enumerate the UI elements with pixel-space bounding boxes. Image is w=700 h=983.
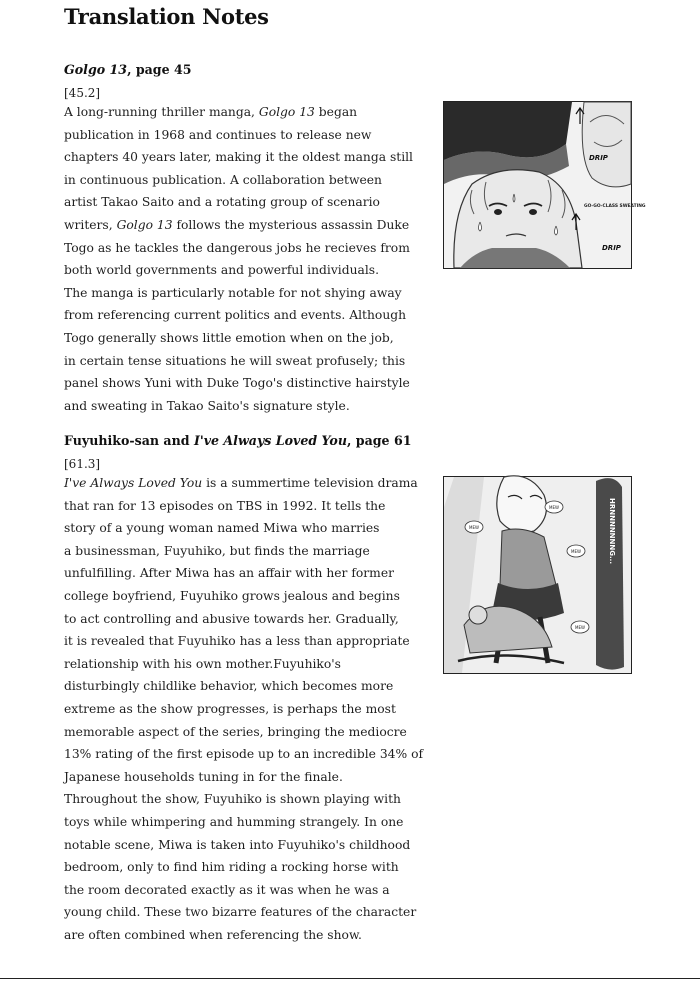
text-run: A long-running thriller manga, [64, 105, 259, 119]
bottom-rule [0, 978, 700, 979]
text-run: artist Takao Saito and a rotating group of scenario [64, 195, 380, 210]
sfx-mew-3: MEW [571, 549, 581, 554]
text-run: that ran for 13 episodes on TBS in 1992. It tells the [64, 498, 386, 513]
body-line [64, 766, 423, 789]
sfx-mew-4: MEW [575, 625, 585, 630]
body-line [64, 350, 413, 373]
sfx-mew-1: MEW [469, 525, 479, 530]
section-body-fuyuhiko [64, 472, 423, 946]
heading-page-ref: , page 61 [347, 433, 412, 448]
body-line [64, 304, 413, 327]
body-line [64, 811, 423, 834]
text-run: began [314, 105, 358, 119]
text-run: to act controlling and abusive towards her. Gradually, [64, 611, 399, 626]
manga-panel-golgo-art [444, 102, 646, 268]
body-line [64, 372, 413, 395]
text-run: story of a young woman named Miwa who marries [64, 521, 380, 536]
body-line [64, 924, 423, 947]
text-run: publication in 1968 and continues to release new [64, 127, 372, 142]
body-line [64, 495, 423, 518]
body-line [64, 169, 413, 192]
body-line [64, 743, 423, 766]
text-run: Throughout the show, Fuyuhiko is shown playing with [64, 792, 401, 807]
text-run: Japanese households tuning in for the finale. [64, 769, 343, 784]
text-run: Togo as he tackles the dangerous jobs he recieves from [64, 240, 410, 255]
heading-title-italic: I've Always Loved You [193, 433, 347, 448]
text-run: memorable aspect of the series, bringing the mediocre [64, 724, 407, 739]
body-line [64, 721, 423, 744]
text-run: it is revealed that Fuyuhiko has a less than appropriate [64, 634, 410, 649]
heading-page-ref: , page 45 [127, 62, 192, 77]
body-line [64, 562, 423, 585]
manga-panel-golgo [443, 101, 646, 269]
manga-panel-fuyuhiko [443, 476, 632, 674]
text-run: a businessman, Fuyuhiko, but finds the marriage [64, 543, 370, 558]
italic-title: I've Always Loved You [64, 476, 203, 490]
text-run: both world governments and powerful individuals. [64, 263, 379, 278]
text-run: the room decorated exactly as it was when he was a [64, 882, 390, 897]
sfx-mew-2: MEW [549, 505, 559, 510]
text-run: 13% rating of the first episode up to an incredible 34% of [64, 747, 424, 762]
body-line [64, 653, 423, 676]
text-run: notable scene, Miwa is taken into Fuyuhiko's childhood [64, 837, 411, 852]
body-line [64, 540, 423, 563]
sfx-sweating: GO-GO-CLASS SWEATING [584, 204, 646, 209]
body-line [64, 517, 423, 540]
body-line [64, 146, 413, 169]
sfx-hrnnng: HRNNNNNNNG... [608, 498, 616, 564]
body-line [64, 585, 423, 608]
body-line [64, 214, 413, 237]
body-line [64, 237, 413, 260]
text-run: are often combined when referencing the show. [64, 927, 362, 942]
body-line [64, 327, 413, 350]
body-line [64, 630, 423, 653]
manga-panel-fuyuhiko-art [444, 477, 631, 673]
body-line [64, 124, 413, 147]
text-run: and sweating in Takao Saito's signature style. [64, 398, 350, 413]
text-run: disturbingly childlike behavior, which becomes more [64, 679, 394, 694]
text-run: in continuous publication. A collaboration between [64, 172, 382, 187]
text-run: panel shows Yuni with Duke Togo's distinctive hairstyle [64, 376, 410, 391]
italic-title: Golgo 13 [258, 105, 315, 119]
italic-title: Golgo 13 [116, 217, 173, 232]
body-line [64, 879, 423, 902]
body-line [64, 788, 423, 811]
text-run: in certain tense situations he will sweat profusely; this [64, 353, 406, 368]
section-ref-fuyuhiko: [61.3] [64, 457, 101, 471]
heading-title-italic: Golgo 13 [64, 62, 128, 77]
body-line [64, 191, 413, 214]
body-line [64, 901, 423, 924]
body-line [64, 856, 423, 879]
body-line [64, 834, 423, 857]
text-run: extreme as the show progresses, is perhaps the most [64, 701, 396, 716]
text-run: chapters 40 years later, making it the oldest manga still [64, 150, 413, 165]
text-run: unfulfilling. After Miwa has an affair with her former [64, 566, 394, 581]
text-run: from referencing current politics and events. Although [64, 308, 407, 323]
text-run: college boyfriend, Fuyuhiko grows jealous and begins [64, 588, 400, 603]
body-line [64, 395, 413, 418]
section-heading-golgo [64, 62, 192, 77]
body-line [64, 675, 423, 698]
body-line [64, 101, 413, 124]
section-ref-golgo: [45.2] [64, 86, 101, 100]
text-run: toys while whimpering and humming strangely. In one [64, 814, 404, 829]
text-run: young child. These two bizarre features of the character [64, 905, 417, 920]
text-run: Togo generally shows little emotion when on the job, [64, 330, 394, 345]
text-run: bedroom, only to find him riding a rocking horse with [64, 860, 399, 875]
text-run: The manga is particularly notable for not shying away [64, 285, 402, 300]
text-run: is a summertime television drama [202, 476, 418, 490]
body-line [64, 698, 423, 721]
body-line [64, 608, 423, 631]
body-line [64, 259, 413, 282]
sfx-drip-1: DRIP [589, 154, 608, 162]
page-title: Translation Notes [64, 4, 269, 29]
text-run: writers, [64, 217, 117, 232]
section-body-golgo [64, 101, 413, 417]
body-line [64, 472, 423, 495]
section-heading-fuyuhiko [64, 433, 411, 448]
body-line [64, 282, 413, 305]
text-run: relationship with his own mother.Fuyuhiko's [64, 656, 341, 671]
sfx-drip-2: DRIP [602, 244, 621, 252]
heading-prefix: Fuyuhiko-san and [64, 433, 194, 448]
text-run: follows the mysterious assassin Duke [172, 217, 410, 232]
